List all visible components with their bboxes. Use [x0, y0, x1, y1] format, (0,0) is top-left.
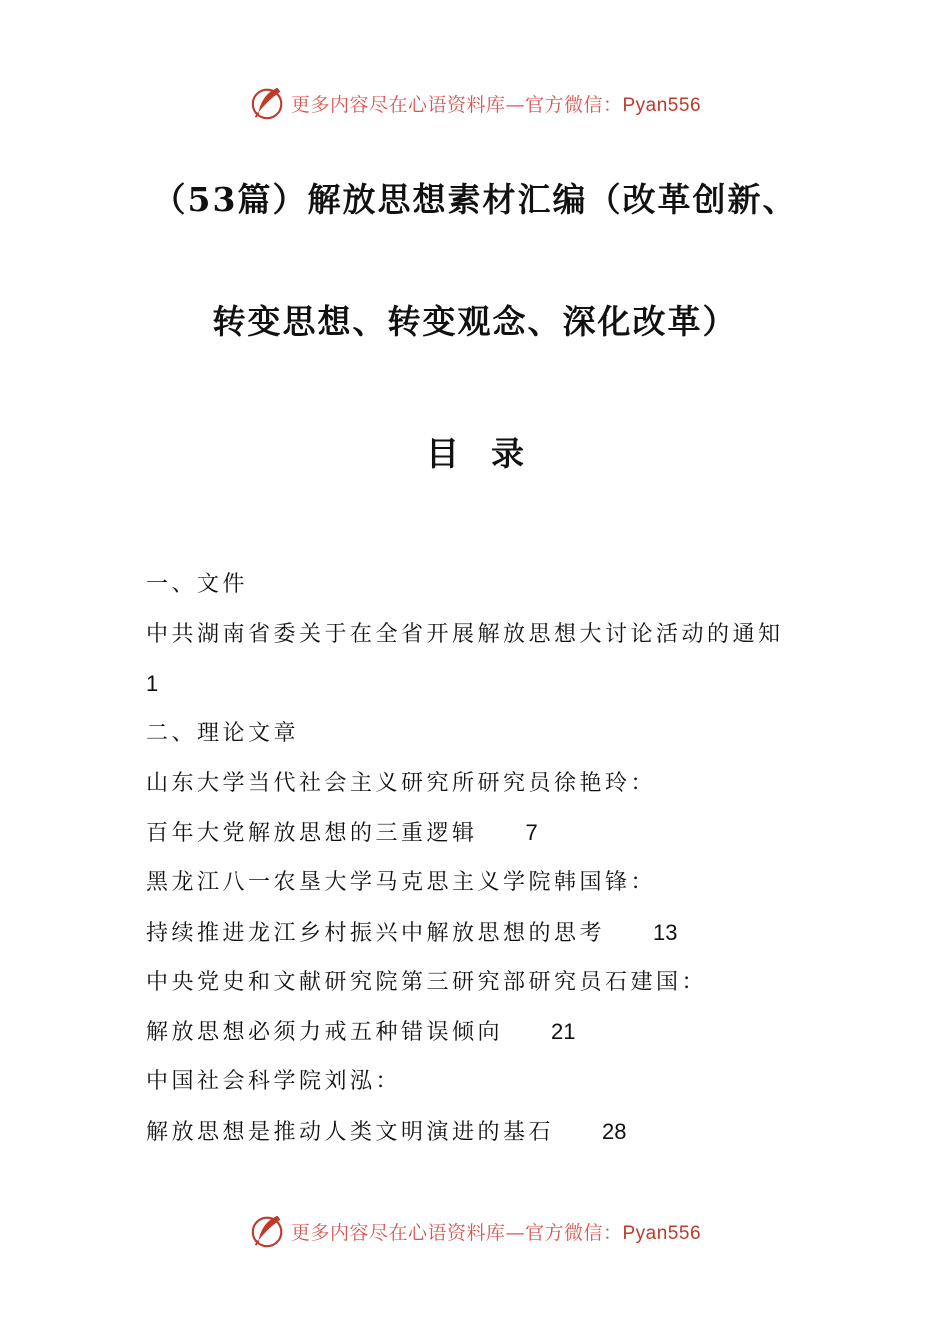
- toc-entry-title: 中共湖南省委关于在全省开展解放思想大讨论活动的通知: [146, 621, 784, 647]
- toc-entry-title: 百年大党解放思想的三重逻辑: [146, 821, 478, 847]
- toc-entry: [146, 908, 836, 958]
- table-of-contents: [146, 560, 836, 1156]
- document-title-line-1: （53篇）解放思想素材汇编（改革创新、: [152, 180, 798, 219]
- toc-entry-page: 7: [525, 820, 538, 846]
- header-banner: [0, 81, 950, 125]
- document-title-line-2: 转变思想、转变观念、深化改革）: [212, 302, 738, 341]
- toc-entry-page: 1: [146, 671, 159, 697]
- toc-entry-title: 持续推进龙江乡村振兴中解放思想的思考: [146, 920, 606, 946]
- quill-pen-logo-icon: [249, 1212, 287, 1250]
- banner-text: 更多内容尽在心语资料库—官方微信：Pyan556: [290, 1221, 702, 1244]
- toc-entry-page: 28: [602, 1118, 627, 1144]
- quill-pen-logo-icon: [249, 84, 287, 122]
- toc-entry-author: 山东大学当代社会主义研究所研究员徐艳玲：: [146, 770, 657, 796]
- toc-entry-title: 解放思想是推动人类文明演进的基石: [146, 1119, 555, 1145]
- banner-text: 更多内容尽在心语资料库—官方微信：Pyan556: [290, 93, 702, 116]
- toc-entry-author: 中国社会科学院刘泓：: [146, 1068, 402, 1094]
- toc-entry: [146, 808, 836, 858]
- toc-entry-page: 13: [653, 919, 678, 945]
- footer-banner: [0, 1209, 950, 1253]
- toc-entry-author: 中央党史和文献研究院第三研究部研究员石建国：: [146, 969, 708, 995]
- toc-entry-page: 21: [551, 1019, 576, 1045]
- toc-heading: 目录: [426, 434, 556, 473]
- toc-section-heading: 一、文件: [146, 572, 249, 597]
- toc-entry-author: 黑龙江八一农垦大学马克思主义学院韩国锋：: [146, 870, 657, 896]
- toc-entry: [146, 1007, 836, 1057]
- toc-entry: [146, 1107, 836, 1157]
- toc-section-heading: 二、理论文章: [146, 721, 300, 747]
- toc-entry-title: 解放思想必须力戒五种错误倾向: [146, 1020, 504, 1046]
